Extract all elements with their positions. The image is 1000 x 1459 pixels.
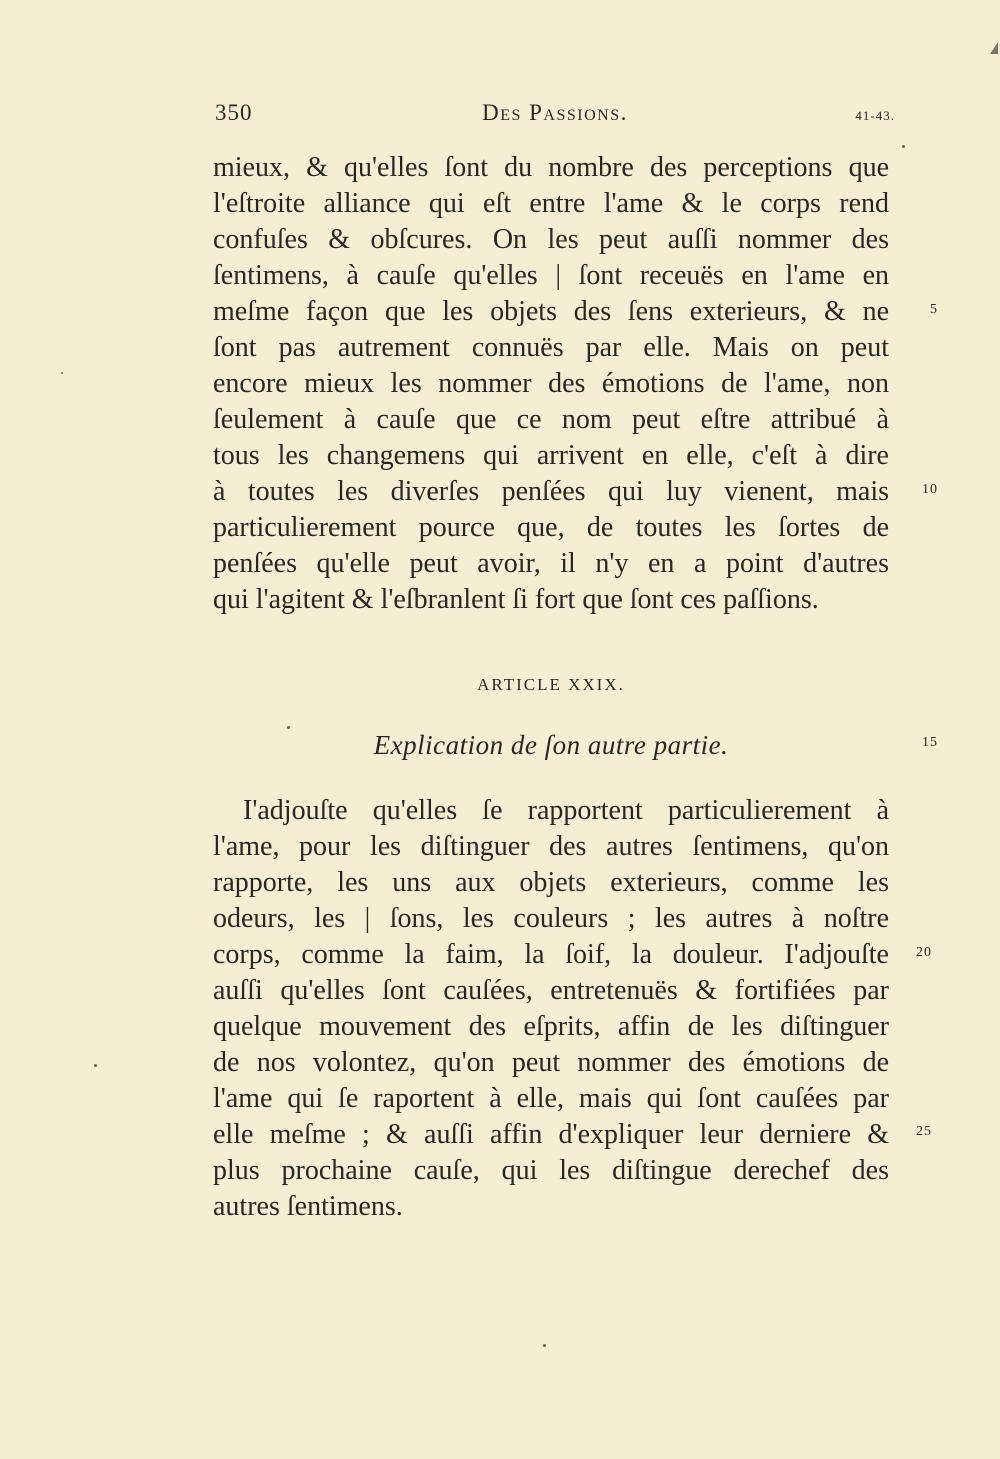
line-number: 10 [922, 482, 938, 497]
line-number: 15 [922, 735, 938, 750]
text-line: rapporte, les uns aux objets exterieurs, comme les [213, 867, 889, 898]
text-line: l'ame, pour les diſtinguer des autres ſentimens, qu'on [213, 831, 889, 862]
text-line: autres ſentimens. [213, 1191, 403, 1222]
page-number: 350 [215, 100, 253, 125]
ink-speck [287, 726, 290, 729]
text-line: qui l'agitent & l'eſbranlent ſi fort que ſont ces paſſions. [213, 584, 819, 615]
line-number: 20 [916, 945, 932, 960]
text-line: ſentimens, à cauſe qu'elles | ſont receuës en l'ame en [213, 260, 889, 291]
text-line: particulierement pource que, de toutes les ſortes de [213, 512, 889, 543]
text-line: mieux, & qu'elles ſont du nombre des perceptions que [213, 152, 889, 183]
text-line: penſées qu'elle peut avoir, il n'y en a point d'autres [213, 548, 889, 579]
text-line: à toutes les diverſes penſées qui luy vienent, mais [213, 476, 889, 507]
text-line: ſeulement à cauſe que ce nom peut eſtre attribué à [213, 404, 889, 435]
text-line: corps, comme la faim, la ſoif, la douleur. I'adjouſte [213, 939, 889, 970]
article-subtitle: Explication de ſon autre partie. [373, 730, 729, 760]
section-reference: 41-43. [855, 108, 895, 123]
text-line: confuſes & obſcures. On les peut auſſi nommer des [213, 224, 889, 255]
text-line: ſont pas autrement connuës par elle. Mais on peut [213, 332, 889, 363]
ink-speck [543, 1344, 546, 1347]
text-line: l'eſtroite alliance qui eſt entre l'ame & le corps rend [213, 188, 889, 219]
text-line: elle meſme ; & auſſi affin d'expliquer leur derniere & [213, 1119, 889, 1150]
line-number: 5 [930, 302, 938, 317]
corner-mark [990, 42, 998, 54]
text-line: tous les changemens qui arrivent en elle, c'eſt à dire [213, 440, 889, 471]
line-number: 25 [916, 1124, 932, 1139]
running-title: Des Passions. [482, 100, 628, 125]
text-line: I'adjouſte qu'elles ſe rapportent particulierement à [243, 795, 889, 826]
ink-speck [94, 1064, 97, 1067]
ink-speck [902, 145, 905, 148]
ink-speck [61, 372, 63, 374]
text-line: l'ame qui ſe raportent à elle, mais qui ſont cauſées par [213, 1083, 889, 1114]
text-line: odeurs, les | ſons, les couleurs ; les autres à noſtre [213, 903, 889, 934]
page-header [215, 100, 895, 136]
text-line: meſme façon que les objets des ſens exterieurs, & ne [213, 296, 889, 327]
text-line: quelque mouvement des eſprits, affin de les diſtinguer [213, 1011, 889, 1042]
text-line: de nos volontez, qu'on peut nommer des émotions de [213, 1047, 889, 1078]
text-line: encore mieux les nommer des émotions de l'ame, non [213, 368, 889, 399]
text-line: plus prochaine cauſe, qui les diſtingue derechef des [213, 1155, 889, 1186]
article-heading: ARTICLE XXIX. [477, 675, 625, 694]
text-line: auſſi qu'elles ſont cauſées, entretenuës & fortifiées par [213, 975, 889, 1006]
